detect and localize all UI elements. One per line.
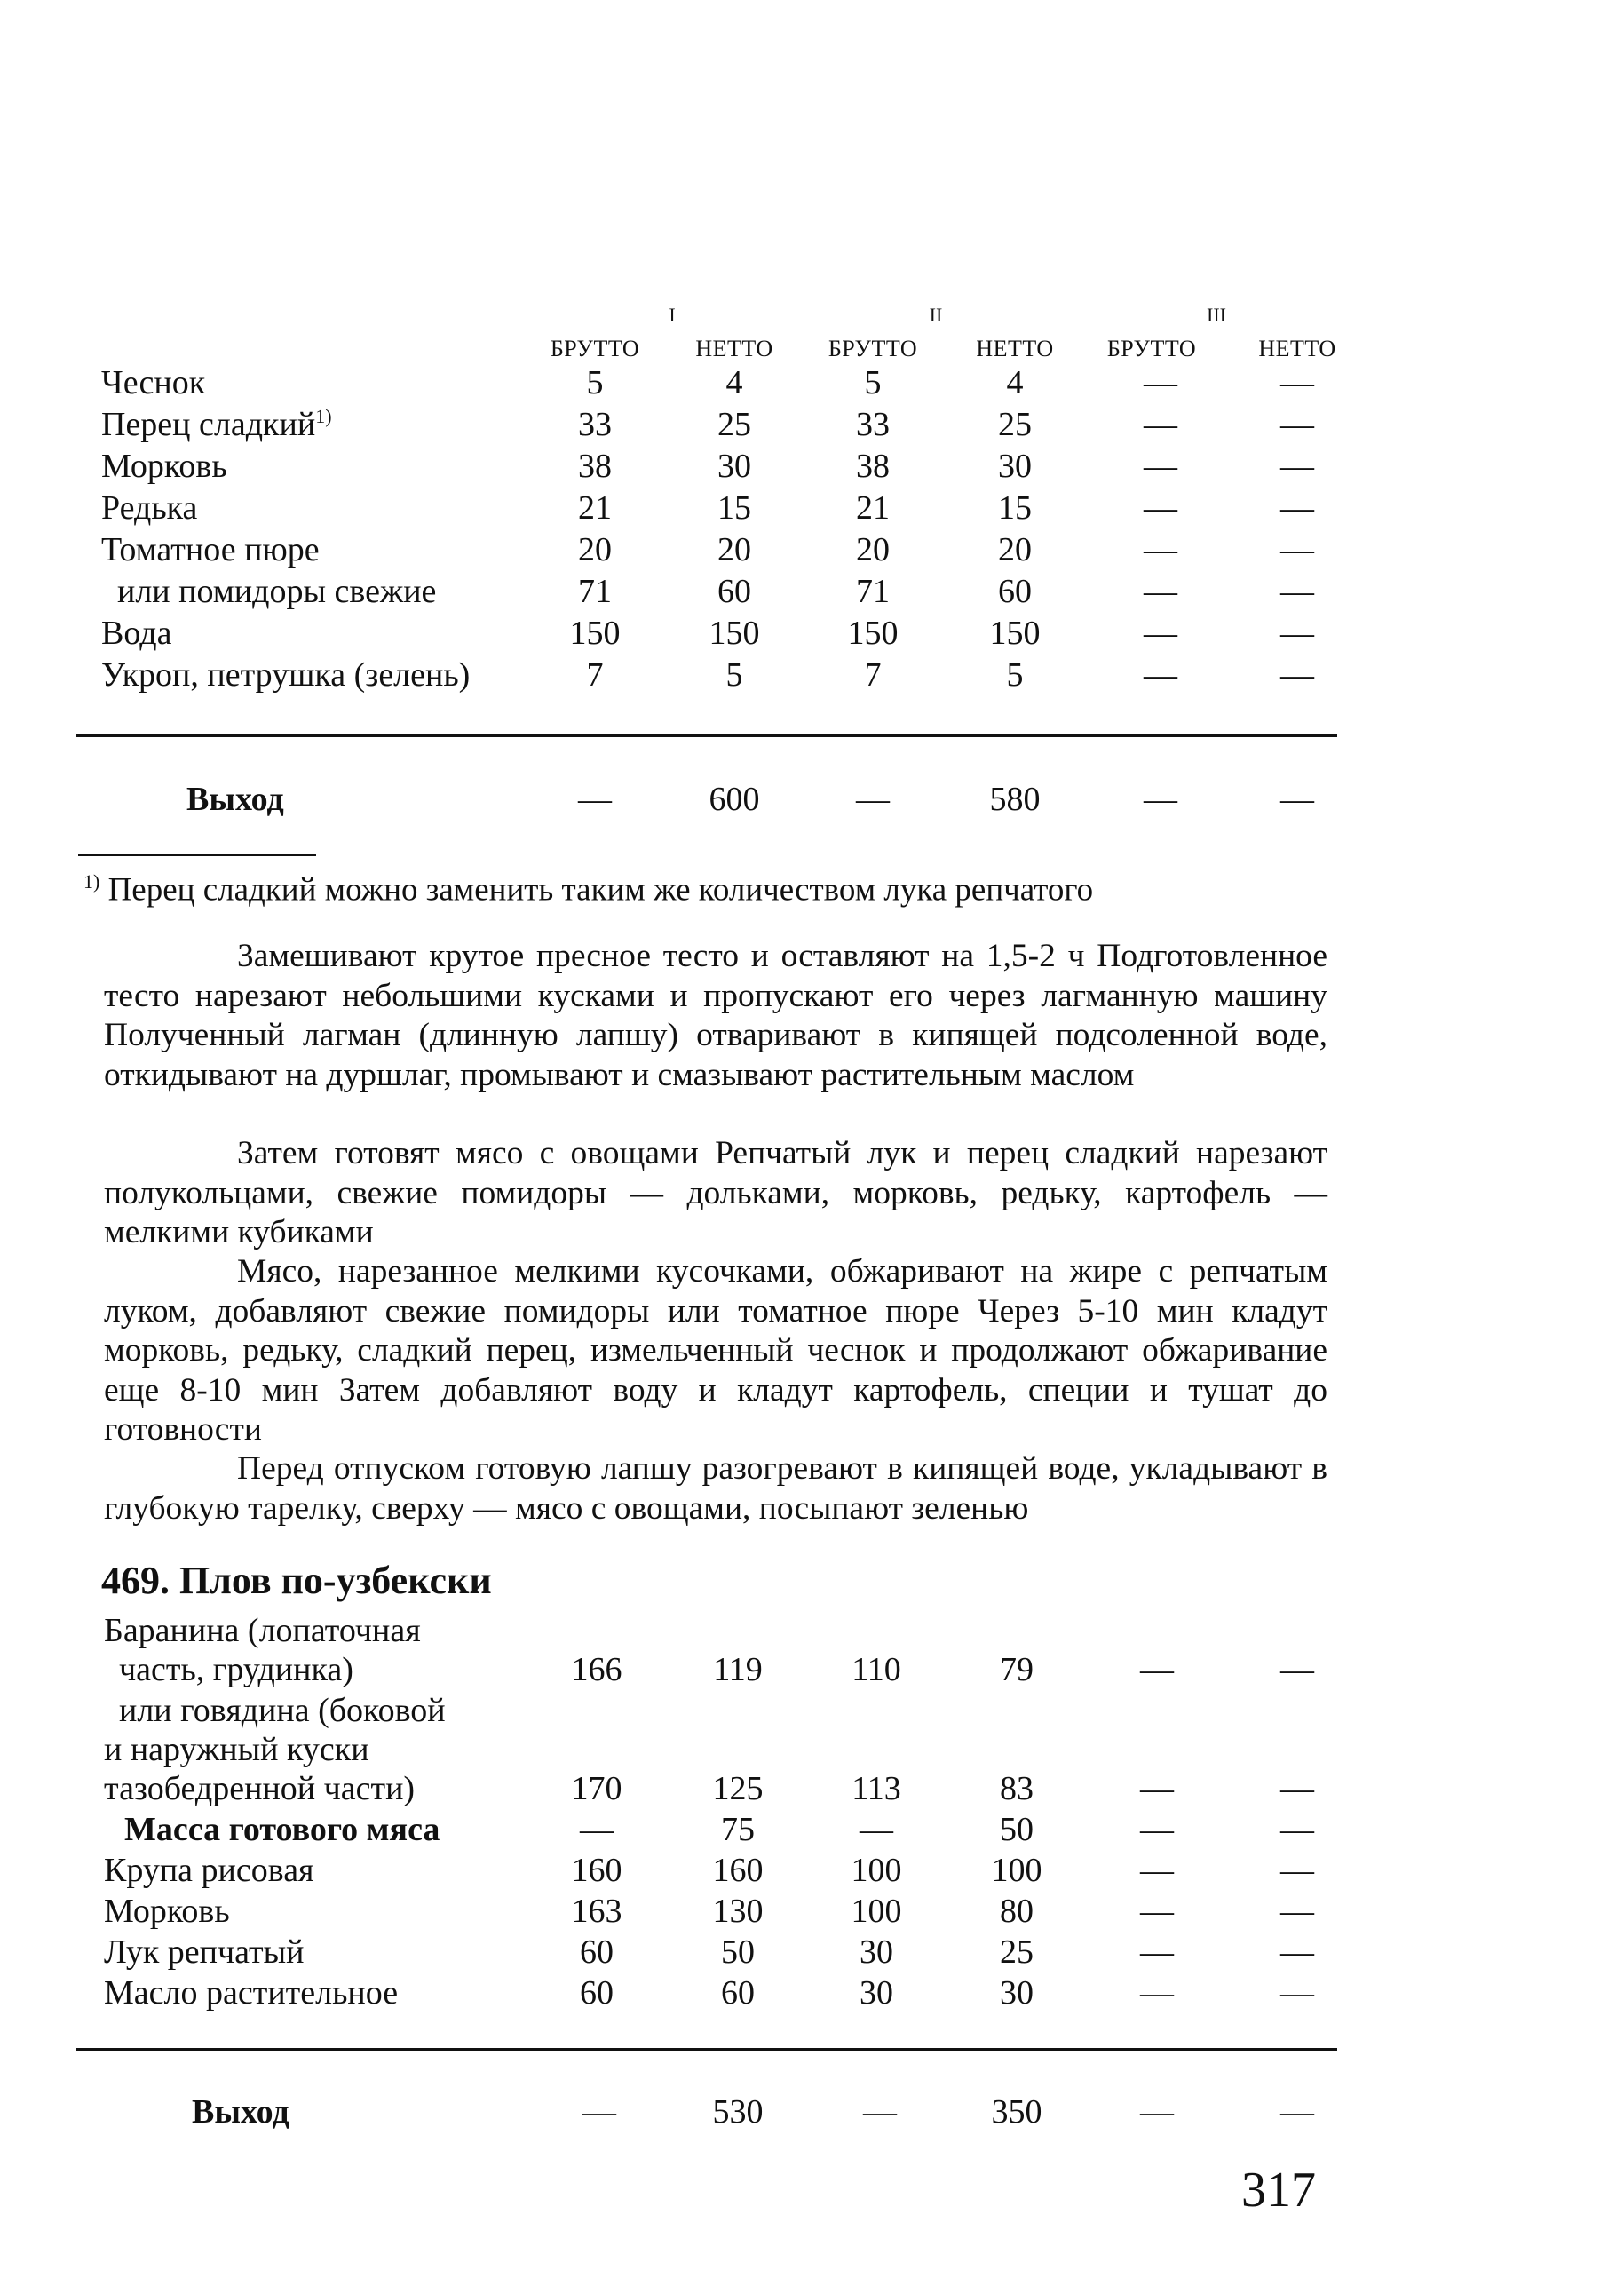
table-row <box>0 1728 1624 1771</box>
col-header-netto: НЕТТО <box>976 336 1054 361</box>
footnote-rule <box>78 854 316 856</box>
value-cell: — <box>1140 1974 1174 2012</box>
ingredient-name: часть, грудинка) <box>119 1651 353 1688</box>
value-cell: 20 <box>717 531 751 568</box>
value-cell: 50 <box>721 1933 755 1971</box>
recipe-title: 469. Плов по-узбекски <box>101 1559 492 1602</box>
value-cell: 79 <box>1000 1651 1034 1688</box>
ingredient-name: Укроп, петрушка (зелень) <box>101 656 471 694</box>
value-cell: — <box>1280 364 1314 401</box>
value-cell: — <box>1144 448 1177 485</box>
value-cell: — <box>1140 2093 1174 2131</box>
ingredient-name: Лук репчатый <box>104 1933 305 1971</box>
value-cell: 60 <box>998 573 1032 610</box>
instruction-paragraph: Замешивают крутое пресное тесто и оставляют на 1,5-2 ч Подготовленное тесто нарезают небольшими кусками и пропускают его через лагманную машину Полученный лагман (длинную лапшу) отваривают в кипящей подсоленной воде, откидывают на дуршлаг, промывают и смазывают растительным маслом <box>104 938 1327 1093</box>
table-row <box>0 1972 1624 2014</box>
value-cell: 100 <box>991 1852 1042 1889</box>
ingredient-name: или говядина (боковой <box>119 1692 446 1729</box>
footnote-mark: 1) <box>83 870 100 893</box>
output-row <box>0 2091 1624 2133</box>
value-cell: 7 <box>864 656 882 694</box>
value-cell: — <box>1280 1933 1314 1971</box>
table-row <box>0 445 1624 488</box>
value-cell: 30 <box>998 448 1032 485</box>
value-cell: 75 <box>721 1811 755 1848</box>
col-header-brutto: БРУТТО <box>828 336 918 361</box>
ingredient-name: Вода <box>101 615 172 652</box>
value-cell: 160 <box>571 1852 622 1889</box>
value-cell: — <box>1280 1770 1314 1807</box>
value-cell: 71 <box>856 573 890 610</box>
instruction-paragraph: Затем готовят мясо с овощами Репчатый лук и перец сладкий нарезают полукольцами, свежие помидоры — дольками, морковь, редьку, картофель — мелкими кубиками <box>104 1135 1327 1250</box>
table-row <box>0 403 1624 446</box>
value-cell: 20 <box>998 531 1032 568</box>
value-cell: 80 <box>1000 1893 1034 1930</box>
ingredient-name: Томатное пюре <box>101 531 320 568</box>
value-cell: — <box>1280 531 1314 568</box>
value-cell: — <box>582 2093 616 2131</box>
value-cell: 5 <box>586 364 604 401</box>
value-cell: 110 <box>852 1651 901 1688</box>
value-cell: — <box>1144 573 1177 610</box>
value-cell: 125 <box>712 1770 764 1807</box>
table-row <box>0 1808 1624 1851</box>
value-cell: 30 <box>717 448 751 485</box>
table-row <box>0 570 1624 613</box>
ingredient-name: Редька <box>101 489 198 527</box>
table-row <box>0 1609 1624 1652</box>
value-cell: 38 <box>578 448 612 485</box>
ingredient-name: Баранина (лопаточная <box>104 1612 421 1649</box>
value-cell: 60 <box>580 1974 614 2012</box>
ingredient-name: Масло растительное <box>104 1974 399 2012</box>
value-cell: 20 <box>856 531 890 568</box>
value-cell: 163 <box>571 1893 622 1930</box>
table-divider <box>76 734 1337 737</box>
value-cell: — <box>1140 1770 1174 1807</box>
instruction-paragraph: Мясо, нарезанное мелкими кусочками, обжаривают на жире с репчатым луком, добавляют свежие помидоры или томатное пюре Через 5-10 мин кладут морковь, редьку, сладкий перец, измельченный чеснок и продолжают обжаривание еще 8-10 мин Затем добавляют воду и кладут картофель, специи и тушат до готовности <box>104 1253 1327 1448</box>
value-cell: — <box>1140 1933 1174 1971</box>
table-row <box>0 1849 1624 1892</box>
ingredient-name: или помидоры свежие <box>117 573 437 610</box>
value-cell: — <box>863 2093 897 2131</box>
value-cell: 350 <box>991 2093 1042 2131</box>
value-cell: 71 <box>578 573 612 610</box>
value-cell: 38 <box>856 448 890 485</box>
value-cell: — <box>1144 781 1177 818</box>
value-cell: 4 <box>1006 364 1024 401</box>
instruction-paragraph: Перед отпуском готовую лапшу разогревают в кипящей воде, укладывают в глубокую тарелку, сверху — мясо с овощами, посыпают зеленью <box>104 1450 1327 1527</box>
value-cell: 60 <box>580 1933 614 1971</box>
value-cell: — <box>1280 615 1314 652</box>
value-cell: 21 <box>578 489 612 527</box>
value-cell: — <box>1280 406 1314 443</box>
ingredient-name: тазобедренной части) <box>104 1770 416 1807</box>
value-cell: — <box>580 1811 614 1848</box>
footnote-text: Перец сладкий можно заменить таким же количеством лука репчатого <box>107 871 1094 909</box>
value-cell: — <box>1280 781 1314 818</box>
value-cell: 100 <box>851 1852 902 1889</box>
value-cell: 166 <box>571 1651 622 1688</box>
value-cell: — <box>1280 656 1314 694</box>
value-cell: — <box>578 781 612 818</box>
value-cell: — <box>1280 1651 1314 1688</box>
value-cell: — <box>1140 1811 1174 1848</box>
page-number: 317 <box>1241 2163 1316 2218</box>
value-cell: 4 <box>725 364 743 401</box>
value-cell: — <box>1280 2093 1314 2131</box>
value-cell: 150 <box>709 615 760 652</box>
output-row <box>0 778 1624 821</box>
column-group-2: II <box>929 304 943 326</box>
table-row <box>0 612 1624 655</box>
value-cell: 5 <box>1006 656 1024 694</box>
table-row <box>0 1767 1624 1810</box>
col-header-brutto: БРУТТО <box>550 336 640 361</box>
col-header-netto: НЕТТО <box>695 336 773 361</box>
value-cell: 15 <box>717 489 751 527</box>
value-cell: — <box>1280 1811 1314 1848</box>
value-cell: 530 <box>712 2093 764 2131</box>
value-cell: 5 <box>725 656 743 694</box>
value-cell: — <box>1144 406 1177 443</box>
value-cell: 150 <box>989 615 1041 652</box>
ingredient-name: Чеснок <box>101 364 206 401</box>
value-cell: — <box>1280 489 1314 527</box>
col-header-brutto: БРУТТО <box>1106 336 1197 361</box>
col-header-netto: НЕТТО <box>1258 336 1336 361</box>
value-cell: 580 <box>989 781 1041 818</box>
value-cell: 150 <box>569 615 621 652</box>
value-cell: — <box>1280 1974 1314 2012</box>
value-cell: — <box>1144 364 1177 401</box>
value-cell: — <box>1140 1893 1174 1930</box>
ingredient-name: Морковь <box>101 448 227 485</box>
footnote <box>83 870 1093 909</box>
table-row <box>0 1890 1624 1933</box>
value-cell: 5 <box>864 364 882 401</box>
table-row <box>0 1931 1624 1973</box>
ingredient-name: Масса готового мяса <box>124 1811 440 1848</box>
table-row <box>0 487 1624 529</box>
value-cell: — <box>1140 1651 1174 1688</box>
value-cell: — <box>1280 573 1314 610</box>
value-cell: 100 <box>851 1893 902 1930</box>
value-cell: 15 <box>998 489 1032 527</box>
value-cell: 21 <box>856 489 890 527</box>
value-cell: 160 <box>712 1852 764 1889</box>
table-row <box>0 361 1624 404</box>
ingredient-name: и наружный куски <box>104 1731 369 1768</box>
column-group-3: III <box>1207 304 1226 326</box>
value-cell: 119 <box>713 1651 763 1688</box>
output-label: Выход <box>192 2093 289 2131</box>
column-group-1: I <box>669 304 676 326</box>
value-cell: — <box>1144 489 1177 527</box>
value-cell: 33 <box>856 406 890 443</box>
value-cell: 25 <box>717 406 751 443</box>
table-row <box>0 1689 1624 1732</box>
value-cell: 30 <box>860 1933 893 1971</box>
ingredient-name: Крупа рисовая <box>104 1852 314 1889</box>
output-label: Выход <box>186 781 284 818</box>
value-cell: 130 <box>712 1893 764 1930</box>
value-cell: 50 <box>1000 1811 1034 1848</box>
value-cell: — <box>1144 615 1177 652</box>
value-cell: — <box>860 1811 893 1848</box>
value-cell: 25 <box>998 406 1032 443</box>
value-cell: 60 <box>717 573 751 610</box>
value-cell: — <box>1280 1893 1314 1930</box>
table-row <box>0 1648 1624 1691</box>
value-cell: 25 <box>1000 1933 1034 1971</box>
value-cell: 600 <box>709 781 760 818</box>
value-cell: 150 <box>847 615 899 652</box>
value-cell: 20 <box>578 531 612 568</box>
value-cell: — <box>1280 448 1314 485</box>
value-cell: 33 <box>578 406 612 443</box>
table-divider <box>76 2048 1337 2051</box>
value-cell: 30 <box>1000 1974 1034 2012</box>
value-cell: — <box>1144 656 1177 694</box>
ingredient-name: Морковь <box>104 1893 230 1930</box>
value-cell: — <box>1280 1852 1314 1889</box>
footnote-mark: 1) <box>315 405 332 427</box>
value-cell: 7 <box>586 656 604 694</box>
ingredient-name: Перец сладкий$^{1)}$ <box>101 405 332 443</box>
value-cell: 30 <box>860 1974 893 2012</box>
value-cell: — <box>856 781 890 818</box>
value-cell: 170 <box>571 1770 622 1807</box>
value-cell: 83 <box>1000 1770 1034 1807</box>
table-row <box>0 654 1624 696</box>
value-cell: — <box>1140 1852 1174 1889</box>
value-cell: 60 <box>721 1974 755 2012</box>
table-row <box>0 528 1624 571</box>
value-cell: 113 <box>852 1770 901 1807</box>
value-cell: — <box>1144 531 1177 568</box>
